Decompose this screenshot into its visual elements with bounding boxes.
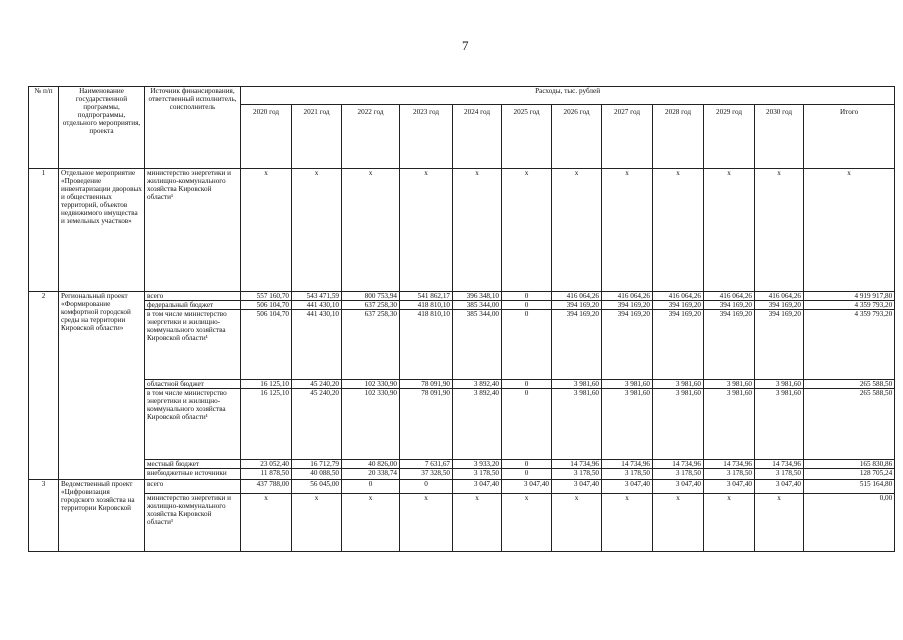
value-cell: x bbox=[552, 169, 602, 292]
value-cell: 3 178,50 bbox=[552, 469, 602, 480]
value-cell: 394 169,20 bbox=[552, 301, 602, 310]
header-no: № п/п bbox=[29, 87, 59, 169]
value-cell: 557 160,70 bbox=[241, 292, 292, 301]
value-cell: 416 064,26 bbox=[704, 292, 755, 301]
value-cell: 637 258,30 bbox=[342, 310, 400, 380]
value-cell: 416 064,26 bbox=[653, 292, 704, 301]
value-cell: 3 981,60 bbox=[653, 389, 704, 460]
value-cell: 45 240,20 bbox=[292, 389, 342, 460]
value-cell: 800 753,94 bbox=[342, 292, 400, 301]
table-row bbox=[29, 469, 895, 480]
value-cell: x bbox=[241, 494, 292, 552]
page-number: 7 bbox=[462, 38, 469, 53]
value-cell: 4 919 917,80 bbox=[804, 292, 895, 301]
table-row bbox=[29, 389, 895, 460]
row-source: в том числе министерство энергетики и жилищно-коммунального хозяйства Кировской области¹ bbox=[145, 389, 241, 460]
header-year: 2022 год bbox=[342, 105, 400, 169]
value-cell: 16 125,10 bbox=[241, 380, 292, 389]
value-cell: x bbox=[342, 494, 400, 552]
header-year: 2024 год bbox=[453, 105, 502, 169]
value-cell: 20 338,74 bbox=[342, 469, 400, 480]
value-cell: x bbox=[653, 494, 704, 552]
value-cell: 3 178,50 bbox=[602, 469, 653, 480]
value-cell: 637 258,30 bbox=[342, 301, 400, 310]
value-cell: x bbox=[292, 169, 342, 292]
table-row bbox=[29, 169, 895, 292]
value-cell: 102 330,90 bbox=[342, 389, 400, 460]
value-cell: 45 240,20 bbox=[292, 380, 342, 389]
value-cell: 416 064,26 bbox=[755, 292, 804, 301]
value-cell: 416 064,26 bbox=[552, 292, 602, 301]
value-cell: 7 631,67 bbox=[400, 460, 453, 469]
value-cell: 3 178,50 bbox=[453, 469, 502, 480]
value-cell: 3 047,40 bbox=[453, 480, 502, 494]
value-cell: 14 734,96 bbox=[653, 460, 704, 469]
value-cell: x bbox=[241, 169, 292, 292]
value-cell: x bbox=[602, 169, 653, 292]
value-cell: 506 104,70 bbox=[241, 301, 292, 310]
value-cell: x bbox=[453, 169, 502, 292]
value-cell: x bbox=[292, 494, 342, 552]
row-source: внебюджетные источники bbox=[145, 469, 241, 480]
value-cell: 0 bbox=[502, 380, 552, 389]
value-cell: 128 705,24 bbox=[804, 469, 895, 480]
row-number: 2 bbox=[29, 292, 59, 480]
value-cell: 3 981,60 bbox=[602, 389, 653, 460]
row-number: 1 bbox=[29, 169, 59, 292]
value-cell: 3 178,50 bbox=[653, 469, 704, 480]
value-cell: 394 169,20 bbox=[602, 310, 653, 380]
value-cell: x bbox=[755, 169, 804, 292]
header-year: 2025 год bbox=[502, 105, 552, 169]
header-source: Источник финансирования, ответственный исполнитель, соисполнитель bbox=[145, 87, 241, 169]
value-cell: x bbox=[400, 169, 453, 292]
value-cell: 16 712,79 bbox=[292, 460, 342, 469]
value-cell: 3 981,60 bbox=[552, 380, 602, 389]
value-cell: 265 588,50 bbox=[804, 389, 895, 460]
header-year: 2029 год bbox=[704, 105, 755, 169]
value-cell: 385 344,00 bbox=[453, 310, 502, 380]
value-cell: x bbox=[342, 169, 400, 292]
table-row bbox=[29, 310, 895, 380]
value-cell: 23 052,40 bbox=[241, 460, 292, 469]
value-cell: 0 bbox=[502, 292, 552, 301]
value-cell: 14 734,96 bbox=[602, 460, 653, 469]
value-cell: 3 981,60 bbox=[704, 380, 755, 389]
value-cell: 394 169,20 bbox=[704, 310, 755, 380]
value-cell: 3 892,40 bbox=[453, 389, 502, 460]
value-cell: 37 328,50 bbox=[400, 469, 453, 480]
value-cell: 3 933,20 bbox=[453, 460, 502, 469]
value-cell: 3 047,40 bbox=[653, 480, 704, 494]
value-cell: 0 bbox=[502, 310, 552, 380]
value-cell: 437 788,00 bbox=[241, 480, 292, 494]
value-cell: x bbox=[453, 494, 502, 552]
row-source: министерство энергетики и жилищно-коммунального хозяйства Кировской области¹ bbox=[145, 494, 241, 552]
value-cell: 3 981,60 bbox=[602, 380, 653, 389]
value-cell: x bbox=[755, 494, 804, 552]
value-cell: x bbox=[704, 494, 755, 552]
value-cell: 3 047,40 bbox=[552, 480, 602, 494]
table-row bbox=[29, 460, 895, 469]
table-row bbox=[29, 494, 895, 552]
value-cell: x bbox=[552, 494, 602, 552]
header-year: 2027 год bbox=[602, 105, 653, 169]
value-cell: 14 734,96 bbox=[552, 460, 602, 469]
value-cell: 0 bbox=[502, 469, 552, 480]
value-cell: 394 169,20 bbox=[755, 310, 804, 380]
value-cell: 3 047,40 bbox=[602, 480, 653, 494]
value-cell: x bbox=[653, 169, 704, 292]
value-cell: 40 826,00 bbox=[342, 460, 400, 469]
table-row bbox=[29, 480, 895, 494]
value-cell: 4 359 793,20 bbox=[804, 310, 895, 380]
value-cell: 506 104,70 bbox=[241, 310, 292, 380]
value-cell: x bbox=[602, 494, 653, 552]
row-source: федеральный бюджет bbox=[145, 301, 241, 310]
value-cell: 394 169,20 bbox=[653, 310, 704, 380]
value-cell: 0 bbox=[400, 480, 453, 494]
value-cell: 0,00 bbox=[804, 494, 895, 552]
value-cell: 4 359 793,20 bbox=[804, 301, 895, 310]
value-cell: x bbox=[502, 494, 552, 552]
value-cell: 3 047,40 bbox=[704, 480, 755, 494]
header-year: 2026 год bbox=[552, 105, 602, 169]
value-cell: 441 430,10 bbox=[292, 310, 342, 380]
value-cell: 394 169,20 bbox=[552, 310, 602, 380]
expenses-table bbox=[28, 86, 895, 552]
value-cell: x bbox=[502, 169, 552, 292]
table-row bbox=[29, 301, 895, 310]
value-cell: 385 344,00 bbox=[453, 301, 502, 310]
value-cell: 56 045,00 bbox=[292, 480, 342, 494]
value-cell: 3 981,60 bbox=[653, 380, 704, 389]
value-cell: 543 471,59 bbox=[292, 292, 342, 301]
value-cell: 394 169,20 bbox=[602, 301, 653, 310]
header-year: 2023 год bbox=[400, 105, 453, 169]
value-cell: 14 734,96 bbox=[755, 460, 804, 469]
value-cell: 394 169,20 bbox=[653, 301, 704, 310]
row-name: Отдельное мероприятие «Проведение инвентаризации дворовых и общественных территорий, объектов недвижимого имущества и земельных участков» bbox=[59, 169, 145, 292]
value-cell: 3 981,60 bbox=[552, 389, 602, 460]
value-cell: 394 169,20 bbox=[704, 301, 755, 310]
value-cell: 3 981,60 bbox=[704, 389, 755, 460]
value-cell: 0 bbox=[502, 301, 552, 310]
value-cell: 165 830,86 bbox=[804, 460, 895, 469]
row-source: министерство энергетики и жилищно-коммунального хозяйства Кировской области¹ bbox=[145, 169, 241, 292]
value-cell: 0 bbox=[342, 480, 400, 494]
value-cell: 418 810,10 bbox=[400, 310, 453, 380]
value-cell: 102 330,90 bbox=[342, 380, 400, 389]
header-year: 2028 год bbox=[653, 105, 704, 169]
value-cell: 0 bbox=[502, 389, 552, 460]
table-row bbox=[29, 380, 895, 389]
value-cell: 0 bbox=[502, 460, 552, 469]
value-cell: 394 169,20 bbox=[755, 301, 804, 310]
value-cell: 396 348,10 bbox=[453, 292, 502, 301]
value-cell: 3 178,50 bbox=[755, 469, 804, 480]
row-source: местный бюджет bbox=[145, 460, 241, 469]
header-name: Наименование государственной программы, подпрограммы, отдельного мероприятия, проекта bbox=[59, 87, 145, 169]
value-cell: 11 878,50 bbox=[241, 469, 292, 480]
value-cell: 16 125,10 bbox=[241, 389, 292, 460]
value-cell: 441 430,10 bbox=[292, 301, 342, 310]
value-cell: x bbox=[804, 169, 895, 292]
row-name: Ведомственный проект «Цифровизация городского хозяйства на территории Кировской bbox=[59, 480, 145, 552]
value-cell: 78 091,90 bbox=[400, 389, 453, 460]
value-cell: 3 047,40 bbox=[755, 480, 804, 494]
header-year: 2021 год bbox=[292, 105, 342, 169]
row-source: всего bbox=[145, 292, 241, 301]
header-year: Итого bbox=[804, 105, 895, 169]
row-name: Региональный проект «Формирование комфортной городской среды на территории Кировской области» bbox=[59, 292, 145, 480]
value-cell: 3 178,50 bbox=[704, 469, 755, 480]
value-cell: 265 588,50 bbox=[804, 380, 895, 389]
row-source: областной бюджет bbox=[145, 380, 241, 389]
value-cell: 416 064,26 bbox=[602, 292, 653, 301]
value-cell: 515 164,80 bbox=[804, 480, 895, 494]
table-row bbox=[29, 292, 895, 301]
value-cell: 14 734,96 bbox=[704, 460, 755, 469]
value-cell: 3 981,60 bbox=[755, 389, 804, 460]
value-cell: 78 091,90 bbox=[400, 380, 453, 389]
value-cell: 418 810,10 bbox=[400, 301, 453, 310]
row-source: в том числе министерство энергетики и жилищно-коммунального хозяйства Кировской области¹ bbox=[145, 310, 241, 380]
value-cell: 3 047,40 bbox=[502, 480, 552, 494]
value-cell: 3 981,60 bbox=[755, 380, 804, 389]
value-cell: x bbox=[704, 169, 755, 292]
header-year: 2030 год bbox=[755, 105, 804, 169]
row-source: всего bbox=[145, 480, 241, 494]
header-expenses: Расходы, тыс. рублей bbox=[241, 87, 895, 105]
value-cell: 3 892,40 bbox=[453, 380, 502, 389]
value-cell: 541 862,17 bbox=[400, 292, 453, 301]
value-cell: 40 088,50 bbox=[292, 469, 342, 480]
header-year: 2020 год bbox=[241, 105, 292, 169]
row-number: 3 bbox=[29, 480, 59, 552]
value-cell: x bbox=[400, 494, 453, 552]
